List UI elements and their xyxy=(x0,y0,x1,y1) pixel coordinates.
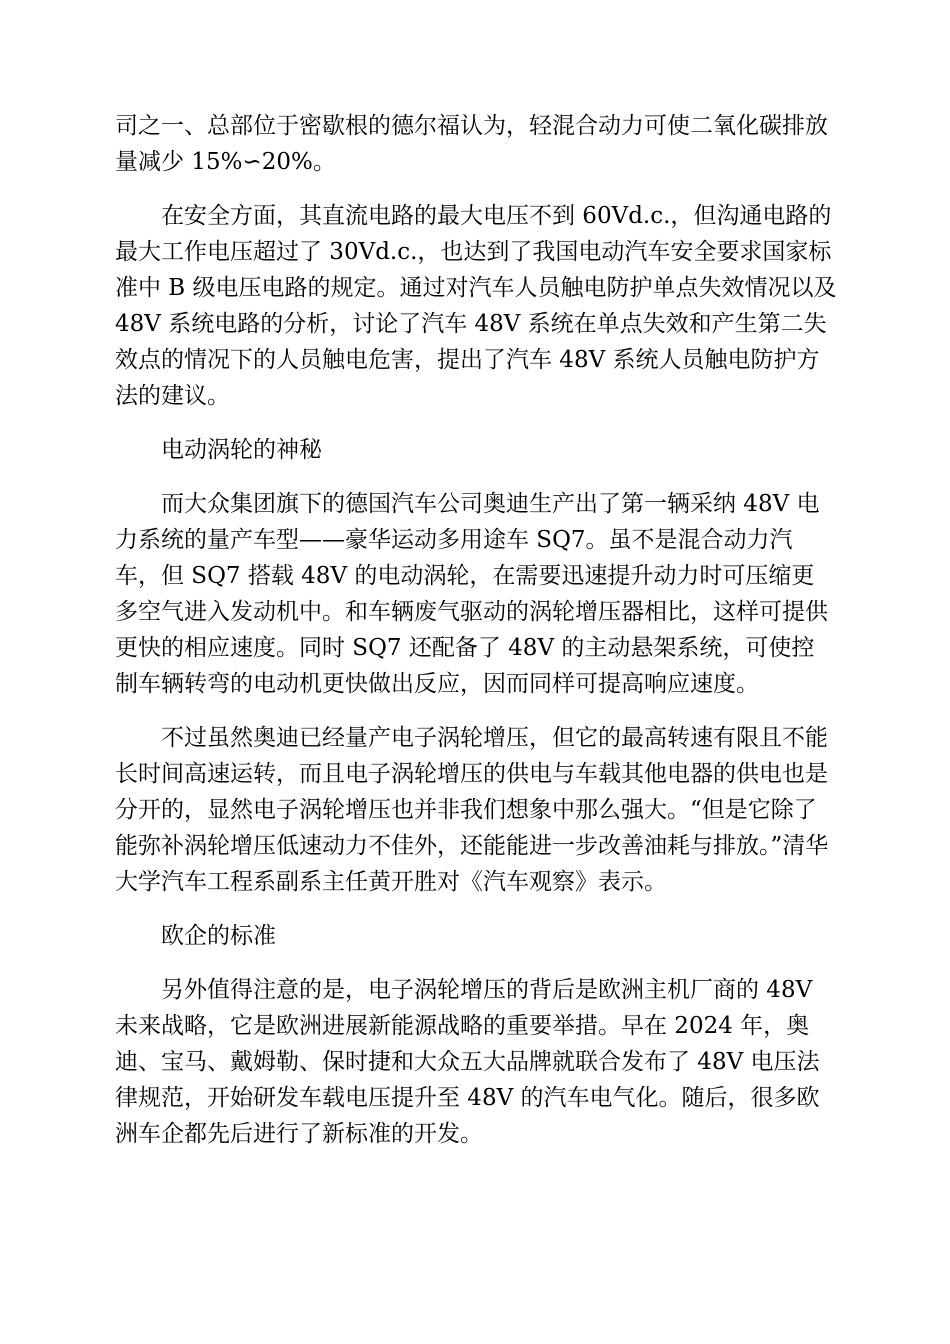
paragraph-safety: 在安全方面，其直流电路的最大电压不到 60Vd.c.，但沟通电路的最大工作电压超过了 30Vd.c.，也达到了我国电动汽车安全要求国家标准中 B 级电压电路的规定。通过对汽车人员触电防护单点失效情况以及 48V 系统电路的分析，讨论了汽车 48V 系统在单点失效和产生第二失效点的情况下的人员触电危害，提出了汽车 48V 系统人员触电防护方法的建议。 xyxy=(115,203,837,409)
document-page xyxy=(115,108,837,1170)
paragraph-audi-sq7: 而大众集团旗下的德国汽车公司奥迪生产出了第一辆采纳 48V 电力系统的量产车型——豪华运动多用途车 SQ7。虽不是混合动力汽车，但 SQ7 搭载 48V 的电动涡轮，在需要迅速提升动力时可压缩更多空气进入发动机中。和车辆废气驱动的涡轮增压器相比，这样可提供更快的相应速度。同时 SQ7 还配备了 48V 的主动悬架系统，可使控制车辆转弯的电动机更快做出反应，因而同样可提高响应速度。 xyxy=(115,491,828,697)
paragraph-delphi-emissions: 司之一、总部位于密歇根的德尔福认为，轻混合动力可使二氧化碳排放量减少 15%∽20%。 xyxy=(115,113,828,175)
section-heading-european-standard: 欧企的标准 xyxy=(161,923,276,949)
paragraph-european-strategy: 另外值得注意的是，电子涡轮增压的背后是欧洲主机厂商的 48V 未来战略，它是欧洲进展新能源战略的重要举措。早在 2024 年，奥迪、宝马、戴姆勒、保时捷和大众五大品牌就联合发布了 48V 电压法律规范，开始研发车载电压提升至 48V 的汽车电气化。随后，很多欧洲车企都先后进行了新标准的开发。 xyxy=(115,977,820,1147)
section-heading-electric-turbo: 电动涡轮的神秘 xyxy=(161,437,322,463)
paragraph-turbo-limits: 不过虽然奥迪已经量产电子涡轮增压，但它的最高转速有限且不能长时间高速运转，而且电子涡轮增压的供电与车载其他电器的供电也是分开的，显然电子涡轮增压也并非我们想象中那么强大。“但是它除了能弥补涡轮增压低速动力不佳外，还能能进一步改善油耗与排放。”清华大学汽车工程系副系主任黄开胜对《汽车观察》表示。 xyxy=(115,725,829,895)
